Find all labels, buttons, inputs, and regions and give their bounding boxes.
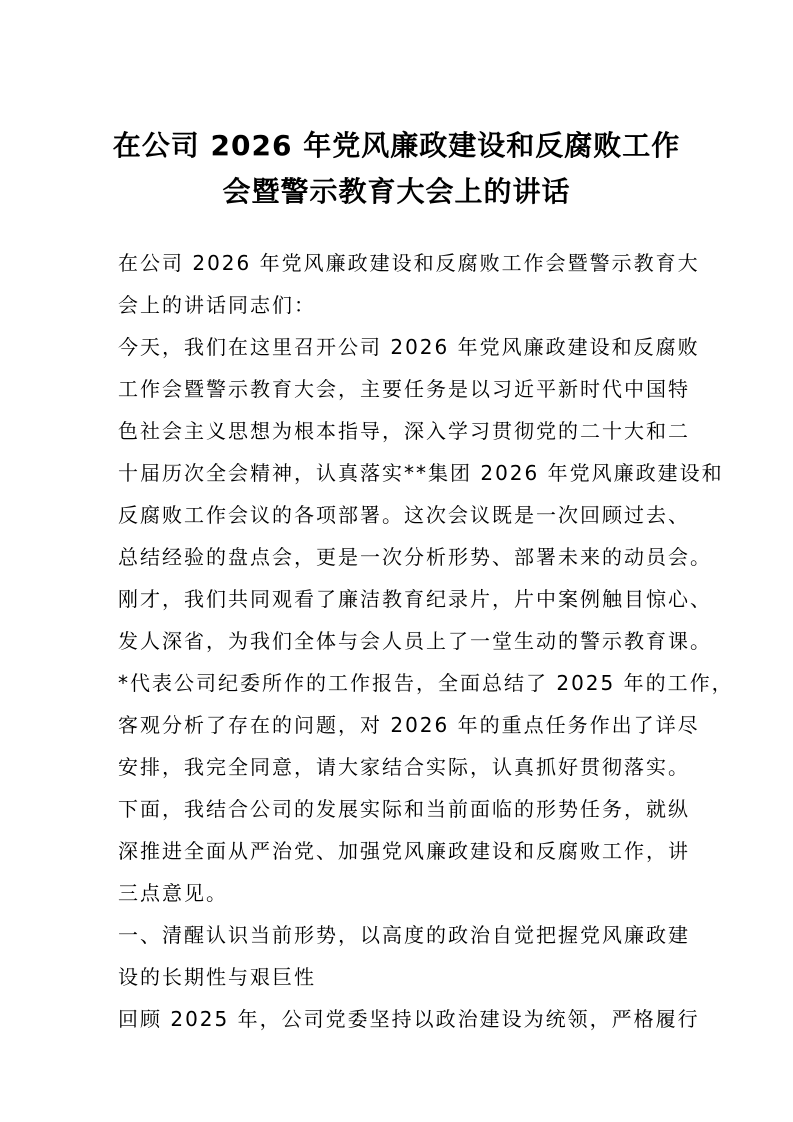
section-heading-line: 一、清醒认识当前形势，以高度的政治自觉把握党风廉政建 xyxy=(118,923,690,947)
body-line: 工作会暨警示教育大会，主要任务是以习近平新时代中国特 xyxy=(118,377,690,401)
document-title-line-1: 在公司 2026 年党风廉政建设和反腐败工作 xyxy=(112,129,681,162)
body-line: *代表公司纪委所作的工作报告，全面总结了 2025 年的工作， xyxy=(118,671,734,695)
body-line: 发人深省，为我们全体与会人员上了一堂生动的警示教育课。 xyxy=(118,629,712,653)
section-heading-line: 设的长期性与艰巨性 xyxy=(118,965,316,989)
body-line: 色社会主义思想为根本指导，深入学习贯彻党的二十大和二 xyxy=(118,419,690,443)
body-line: 会上的讲话同志们： xyxy=(118,293,316,317)
body-line: 三点意见。 xyxy=(118,881,228,905)
body-line: 下面，我结合公司的发展实际和当前面临的形势任务，就纵 xyxy=(118,797,690,821)
document-body xyxy=(118,242,734,1040)
body-line: 在公司 2026 年党风廉政建设和反腐败工作会暨警示教育大 xyxy=(118,251,700,275)
body-line: 回顾 2025 年，公司党委坚持以政治建设为统领，严格履行 xyxy=(118,1007,700,1031)
body-line: 刚才，我们共同观看了廉洁教育纪录片，片中案例触目惊心、 xyxy=(118,587,712,611)
body-line: 安排，我完全同意，请大家结合实际，认真抓好贯彻落实。 xyxy=(118,755,690,779)
document-title-line-2: 会暨警示教育大会上的讲话 xyxy=(222,175,571,208)
body-line: 反腐败工作会议的各项部署。这次会议既是一次回顾过去、 xyxy=(118,503,690,527)
body-line: 十届历次全会精神，认真落实**集团 2026 年党风廉政建设和 xyxy=(118,461,724,485)
body-line: 今天，我们在这里召开公司 2026 年党风廉政建设和反腐败 xyxy=(118,335,700,359)
body-line: 深推进全面从严治党、加强党风廉政建设和反腐败工作，讲 xyxy=(118,839,690,863)
body-line: 总结经验的盘点会，更是一次分析形势、部署未来的动员会。 xyxy=(118,545,712,569)
body-line: 客观分析了存在的问题，对 2026 年的重点任务作出了详尽 xyxy=(118,713,700,737)
